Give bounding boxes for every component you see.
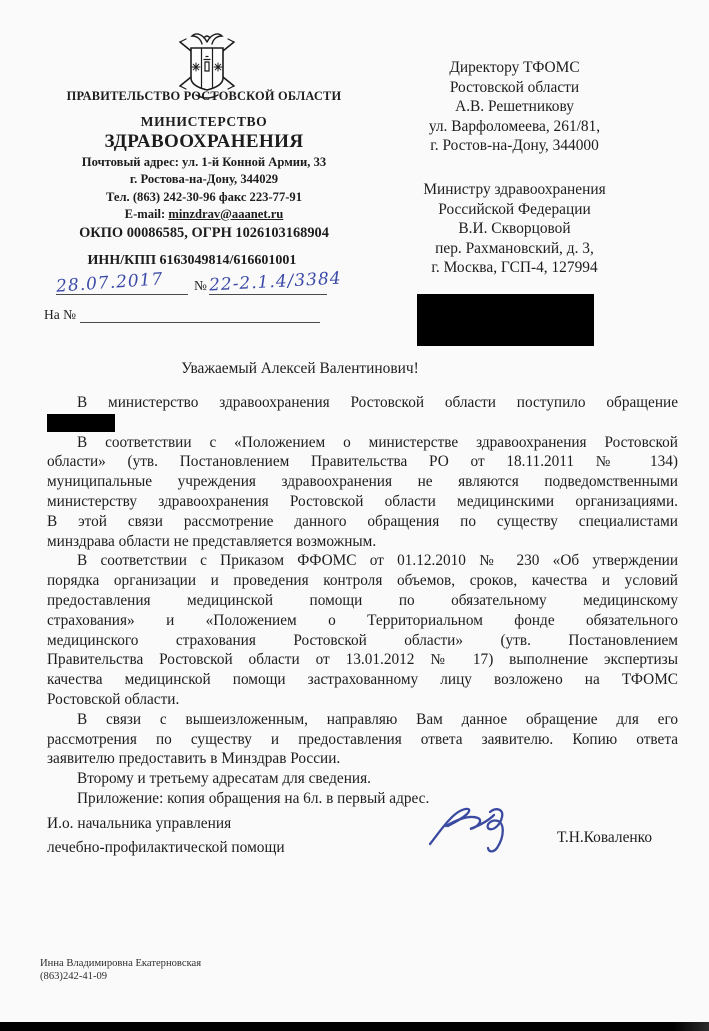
body-line: В этой связи рассмотрение данного обращения по существу специалистами (47, 512, 678, 530)
signer-position (47, 812, 285, 860)
addressee-line: пер. Рахмановский, д. 3, (435, 239, 594, 257)
signer-position-line2: лечебно-профилактической помощи (47, 839, 285, 856)
signer-position-line1: И.о. начальника управления (47, 815, 232, 832)
email-address: minzdrav@aaanet.ru (168, 206, 284, 221)
body-line: Правительства Ростовской области от 13.01.2012 № 17) выполнение экспертизы (47, 651, 678, 669)
handwritten-number: 22-2.1.4/3384 (208, 268, 342, 296)
executor-block (40, 957, 201, 983)
redaction-line (47, 413, 678, 433)
reference-block (44, 253, 340, 323)
scan-edge-artifact (0, 1022, 709, 1031)
addressee-line: г. Москва, ГСП-4, 127994 (431, 259, 598, 277)
executor-name: Инна Владимировна Екатерновская (40, 958, 202, 969)
body-line: Второму и третьему адресатам для сведения. (77, 770, 371, 788)
government-title: ПРАВИТЕЛЬСТВО РОСТОВСКОЙ ОБЛАСТИ (66, 89, 342, 103)
body-line: В соответствии с Приказом ФФОМС от 01.12.2010 № 230 «Об утверждении (77, 552, 678, 570)
salutation: Уважаемый Алексей Валентинович! (181, 360, 419, 377)
addressee-column (392, 58, 637, 278)
incoming-ref-line (44, 307, 340, 323)
postal-address-line1: Почтовый адрес: ул. 1-й Конной Армии, 33 (81, 155, 327, 170)
body-line: В министерство здравоохранения Ростовской области поступило обращение (77, 394, 678, 411)
okpo-ogrn-line: ОКПО 00086585, ОГРН 1026103168904 (79, 224, 329, 241)
na-number-underline (80, 308, 320, 323)
body-line: муниципальные учреждения здравоохранения не являются подведомственными (47, 473, 678, 491)
addressee-line: А.В. Решетникову (455, 98, 574, 116)
body-line: рассмотрения по существу и предоставления ответа заявителю. Копию ответа (47, 730, 678, 748)
ministry-name-line1: МИНИСТЕРСТВО (140, 113, 268, 129)
addressee-line: Российской Федерации (438, 200, 591, 218)
addressee-line: Министру здравоохранения (423, 180, 606, 198)
na-number-label: На № (44, 307, 76, 322)
ministry-name-line2: ЗДРАВООХРАНЕНИЯ (104, 131, 304, 153)
signer-name: Т.Н.Коваленко (557, 829, 653, 846)
signature-autograph-icon (424, 800, 524, 865)
body-line: области» (утв. Постановлением Правительства РО от 18.11.2011 № 134) (47, 453, 678, 471)
body-line: Ростовской области. (47, 690, 180, 708)
body-line: предоставления медицинской помощи по обязательному медицинскому (47, 591, 678, 609)
email-label: E-mail: (124, 206, 169, 221)
handwritten-date: 28.07.2017 (55, 269, 164, 297)
body-line: минздрава области не представляется возможным. (47, 532, 377, 550)
addressee-line: Ростовской области (449, 78, 580, 96)
body-line: В соответствии с «Положением о министерстве здравоохранения Ростовской (77, 433, 678, 451)
redaction-box-addressee (417, 294, 594, 346)
postal-address-line2: г. Ростова-на-Дону, 344029 (129, 172, 279, 187)
body-line: медицинского страхования Ростовской области» (утв. Постановлением (47, 631, 678, 649)
body-line: В связи с вышеизложенным, направляю Вам данное обращение для его (77, 710, 678, 728)
date-underline (55, 269, 188, 297)
body-line: Приложение: копия обращения на 6л. в первый адрес. (77, 789, 430, 807)
letter-body (47, 393, 678, 809)
body-line: министерству здравоохранения Ростовской области медицинскими организациями. (47, 492, 678, 510)
body-line: качества медицинской помощи застрахованному лицу возложено на ТФОМС (47, 671, 678, 689)
addressee-line: ул. Варфоломеева, 261/81, (428, 117, 601, 135)
inn-kpp-line: ИНН/КПП 6163049814/616601001 (87, 253, 297, 268)
redaction-box-body (47, 414, 115, 432)
phone-fax-line: Тел. (863) 242-30-96 факс 223-77-91 (105, 189, 303, 204)
addressee-block-2 (392, 180, 637, 278)
body-line: порядка организации и проведения контроля объемов, сроков, качества и условий (47, 572, 678, 590)
number-underline (208, 268, 342, 296)
addressee-line: г. Ростов-на-Дону, 344000 (430, 137, 599, 155)
addressee-line: В.И. Скворцовой (458, 220, 571, 238)
executor-phone: (863)242-41-09 (40, 971, 108, 982)
body-line: страхования» и «Положением о Территориальном фонде обязательного (47, 611, 678, 629)
letterhead (28, 90, 380, 241)
outgoing-ref-line (44, 268, 342, 298)
addressee-block-1 (392, 58, 637, 156)
body-line: заявителю предоставить в Минздрав России. (47, 750, 341, 768)
number-sign-label: № (194, 278, 207, 293)
addressee-line: Директору ТФОМС (449, 59, 580, 76)
email-line (28, 207, 380, 221)
